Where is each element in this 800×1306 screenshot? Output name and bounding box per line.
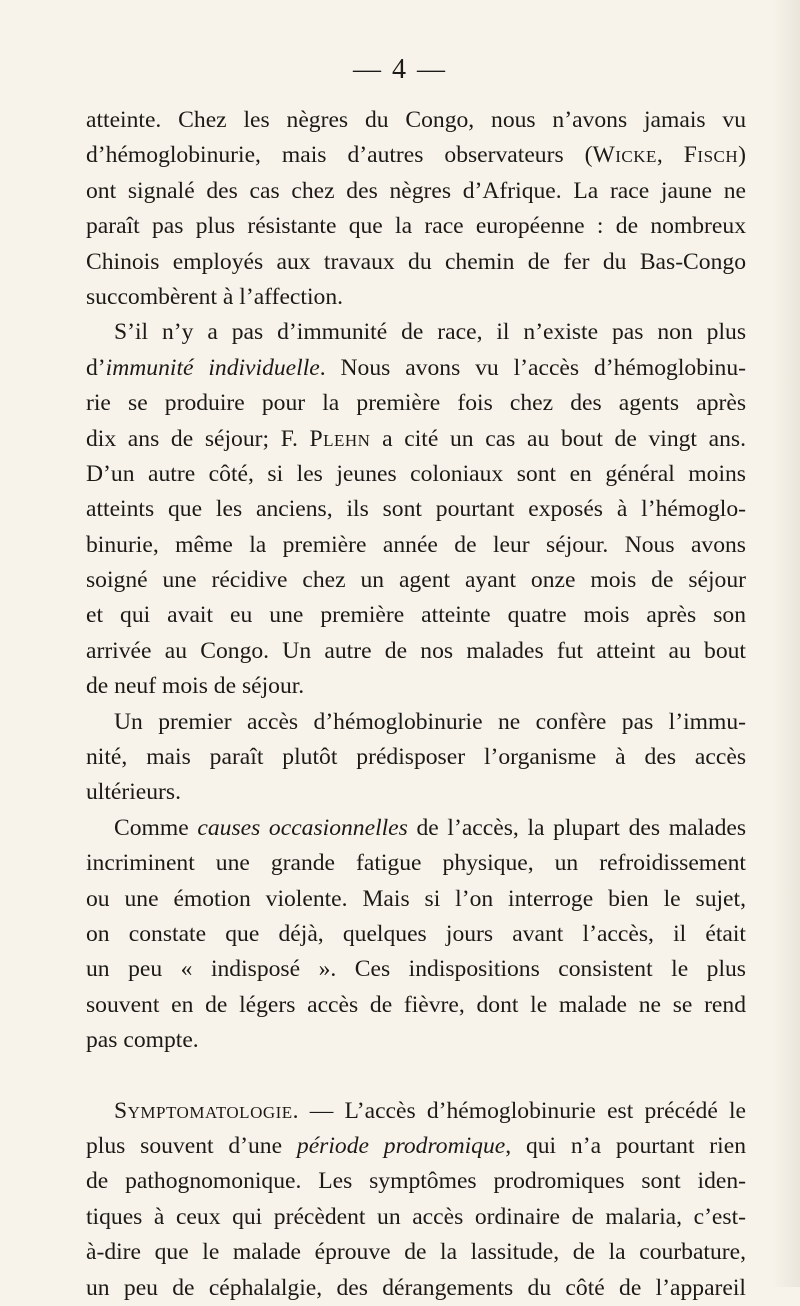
text-line: Symptomatologie. — L’accès d’hémoglobinurie est précédé le — [114, 1097, 746, 1124]
text-line: on constate que déjà, quelques jours avant l’accès, il était — [86, 920, 746, 947]
text-line: D’un autre côté, si les jeunes coloniaux sont en général moins — [86, 460, 746, 487]
text-line: à-dire que le malade éprouve de la lassitude, de la courbature, — [86, 1239, 746, 1266]
section-gap — [86, 1059, 746, 1094]
text-line: binurie, même la première année de leur séjour. Nous avons — [86, 531, 746, 558]
text-line: dix ans de séjour; F. Plehn a cité un cas au bout de vingt ans. — [86, 425, 746, 452]
text-line: ou une émotion violente. Mais si l’on interroge bien le sujet, — [86, 885, 746, 912]
text-line: et qui avait eu une première atteinte quatre mois après son — [86, 602, 746, 629]
paragraph-immunity — [86, 315, 746, 704]
text-line: incriminent une grande fatigue physique, un refroidissement — [86, 850, 746, 877]
text-line: de neuf mois de séjour. — [86, 673, 305, 700]
text-line: ultérieurs. — [86, 779, 181, 806]
text-line: Chinois employés aux travaux du chemin de fer du Bas-Congo — [86, 248, 746, 275]
text-line: atteints que les anciens, ils sont pourtant exposés à l’hémoglo- — [86, 496, 746, 523]
paragraph-race — [86, 103, 746, 315]
text-line: d’immunité individuelle. Nous avons vu l’accès d’hémoglobinu- — [86, 354, 746, 381]
section-heading: Symptomatologie — [114, 1097, 293, 1124]
paragraph-symptomatology — [86, 1094, 746, 1306]
text-line: ont signalé des cas chez des nègres d’Afrique. La race jaune ne — [86, 177, 746, 204]
paragraph-causes — [86, 811, 746, 1059]
page-number: — 4 — — [353, 54, 447, 85]
text-line: un peu « indisposé ». Ces indispositions consistent le plus — [86, 956, 746, 983]
text-line: rie se produire pour la première fois chez des agents après — [86, 390, 746, 417]
text-line: Un premier accès d’hémoglobinurie ne confère pas l’immu- — [114, 708, 746, 735]
page-edge-shadow — [772, 0, 800, 1287]
text-line: soigné une récidive chez un agent ayant onze mois de séjour — [86, 567, 746, 594]
text-line: de pathognomonique. Les symptômes prodromiques sont iden- — [86, 1168, 746, 1195]
text-line: paraît pas plus résistante que la race européenne : de nombreux — [86, 213, 746, 240]
paragraph-first-access — [86, 705, 746, 811]
text-line: plus souvent d’une période prodromique, qui n’a pourtant rien — [86, 1132, 746, 1159]
text-line: S’il n’y a pas d’immunité de race, il n’existe pas non plus — [114, 319, 746, 346]
text-line: tiques à ceux qui précèdent un accès ordinaire de malaria, c’est- — [86, 1203, 746, 1230]
text-line: souvent en de légers accès de fièvre, dont le malade ne se rend — [86, 991, 746, 1018]
text-line: Comme causes occasionnelles de l’accès, la plupart des malades — [114, 814, 747, 841]
text-line: atteinte. Chez les nègres du Congo, nous n’avons jamais vu — [86, 107, 746, 133]
text-line: nité, mais paraît plutôt prédisposer l’organisme à des accès — [86, 744, 746, 771]
text-line: arrivée au Congo. Un autre de nos malades fut atteint au bout — [86, 637, 746, 664]
text-line: pas compte. — [86, 1027, 199, 1054]
text-line: d’hémoglobinurie, mais d’autres observateurs (Wicke, Fisch) — [86, 142, 747, 169]
text-line: succombèrent à l’affection. — [86, 283, 344, 310]
text-line: un peu de céphalalgie, des dérangements du côté de l’appareil — [86, 1274, 746, 1301]
body-text — [86, 103, 746, 1306]
